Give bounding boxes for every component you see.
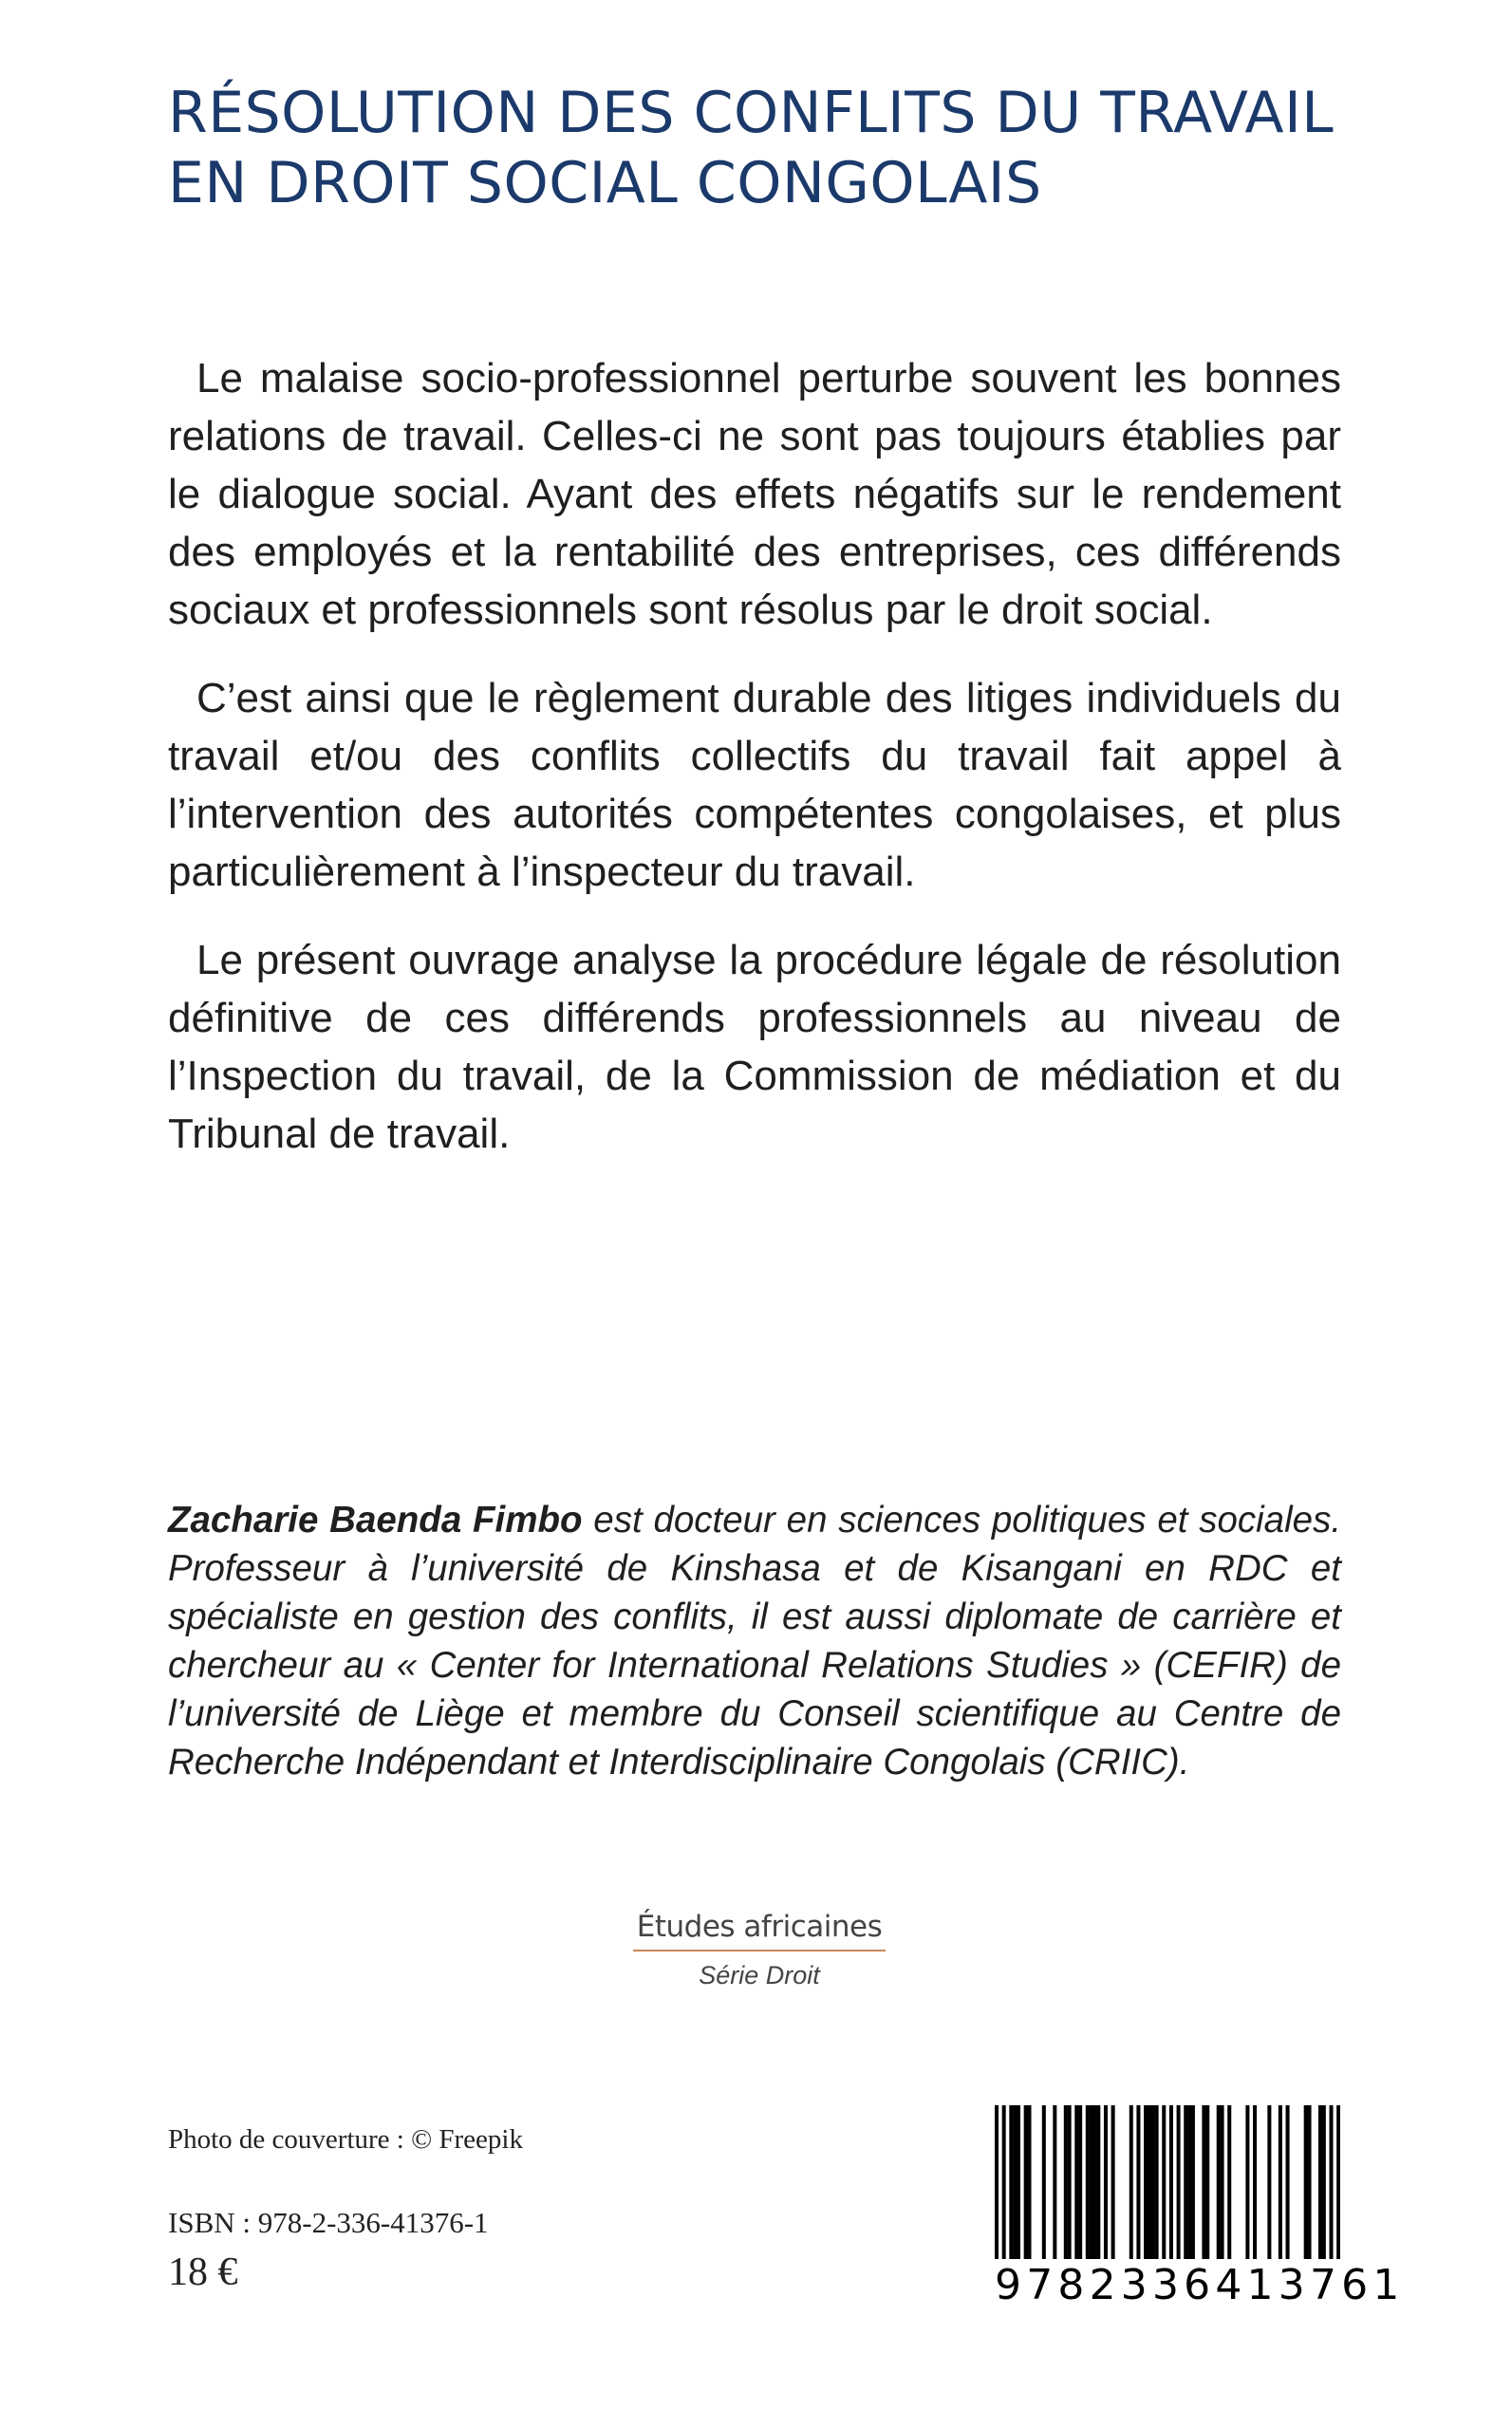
barcode [987, 2098, 1405, 2325]
series-title: Études africaines [633, 1910, 886, 1951]
book-title [168, 78, 1383, 218]
barcode-bar [1191, 2105, 1195, 2259]
barcode-bar [1151, 2105, 1155, 2259]
barcode-bar [1144, 2105, 1148, 2259]
barcode-bar [1129, 2105, 1133, 2259]
barcode-bar [1253, 2105, 1257, 2259]
barcode-bar [1322, 2105, 1326, 2259]
price-text: 18 € [168, 2250, 238, 2294]
barcode-bar [1304, 2105, 1308, 2259]
barcode-bar [1330, 2105, 1334, 2259]
blurb-paragraph-3: Le présent ouvrage analyse la procédure légale de résolution définitive de ces différends professionnels au niveau de l’Inspection du travail, de la Commission de médiation et du Tribunal de travail. [168, 937, 1341, 1157]
barcode-bar [1009, 2105, 1013, 2259]
series-subtitle: Série Droit [699, 1961, 820, 1989]
book-title-line-2: EN DROIT SOCIAL CONGOLAIS [168, 150, 1042, 216]
barcode-bar [1148, 2105, 1151, 2259]
barcode-bar [1177, 2105, 1181, 2259]
barcode-bar [1024, 2105, 1028, 2259]
barcode-bar [1092, 2105, 1096, 2259]
barcode-digits: 9782336413761 [995, 2261, 1405, 2309]
barcode-bar [1221, 2105, 1224, 2259]
barcode-bar [1202, 2105, 1205, 2259]
series-logo [569, 1910, 949, 1990]
barcode-bar [1184, 2105, 1187, 2259]
barcode-bar [1042, 2105, 1046, 2259]
barcode-bar [1064, 2105, 1068, 2259]
book-title-line-1: RÉSOLUTION DES CONFLITS DU TRAVAIL [168, 80, 1335, 146]
author-bio-text: est docteur en sciences politiques et sociales. Professeur à l’université de Kinshasa et de Kisangani en RDC et spécialiste en gestion des conflits, il est aussi diplomate de carrière et chercheur au « Center for International Relations Studies » (CEFIR) de l’université de Liège et membre du Conseil scientifique au Centre de Recherche Indépendant et Interdisciplinaire Congolais (CRIIC). [168, 1500, 1342, 1783]
barcode-bar [1308, 2105, 1312, 2259]
barcode-bar [1245, 2105, 1249, 2259]
blurb-paragraph-1: Le malaise socio-professionnel perturbe souvent les bonnes relations de travail. Celles-ci ne sont pas toujours établies par le dialogue social. Ayant des effets négatifs sur le rendement des employés et la rentabilité des entreprises, ces différends sociaux et professionnels sont résolus par le droit social. [168, 355, 1341, 633]
barcode-bar [1002, 2105, 1006, 2259]
barcode-bar [1053, 2105, 1056, 2259]
barcode-bar [1286, 2105, 1290, 2259]
photo-credit: Photo de couverture : © Freepik [168, 2124, 523, 2155]
barcode-bar [1096, 2105, 1100, 2259]
barcode-bar [1017, 2105, 1020, 2259]
barcode-bar [1078, 2105, 1082, 2259]
barcode-bar [1086, 2105, 1090, 2259]
barcode-bar [1104, 2105, 1108, 2259]
barcode-bar [1013, 2105, 1017, 2259]
barcode-bar [1162, 2105, 1166, 2259]
barcode-bar [1318, 2105, 1322, 2259]
barcode-bar [1155, 2105, 1159, 2259]
barcode-bar [1336, 2105, 1340, 2259]
blurb-paragraph-2: C’est ainsi que le règlement durable des litiges individuels du travail et/ou des conflits collectifs du travail fait appel à l’intervention des autorités compétentes congolaises, et plus particulièrement à l’inspecteur du travail. [168, 675, 1341, 895]
barcode-bar [1136, 2105, 1140, 2259]
barcode-bar [1217, 2105, 1221, 2259]
barcode-bar [1227, 2105, 1231, 2259]
barcode-bar [1068, 2105, 1072, 2259]
isbn-text: ISBN : 978-2-336-41376-1 [168, 2206, 489, 2239]
author-name: Zacharie Baenda Fimbo [168, 1500, 583, 1541]
barcode-bar [1074, 2105, 1078, 2259]
barcode-bar [1169, 2105, 1173, 2259]
author-bio [168, 1496, 1341, 1786]
barcode-bar [1205, 2105, 1209, 2259]
barcode-bar [1027, 2105, 1031, 2259]
barcode-bar [1187, 2105, 1191, 2259]
barcode-bar [1267, 2105, 1271, 2259]
barcode-bar [995, 2105, 999, 2259]
barcode-bar [1111, 2105, 1115, 2259]
barcode-bars [995, 2105, 1340, 2267]
barcode-bar [1279, 2105, 1282, 2259]
barcode-bar [1090, 2105, 1093, 2259]
book-blurb [168, 349, 1341, 1193]
